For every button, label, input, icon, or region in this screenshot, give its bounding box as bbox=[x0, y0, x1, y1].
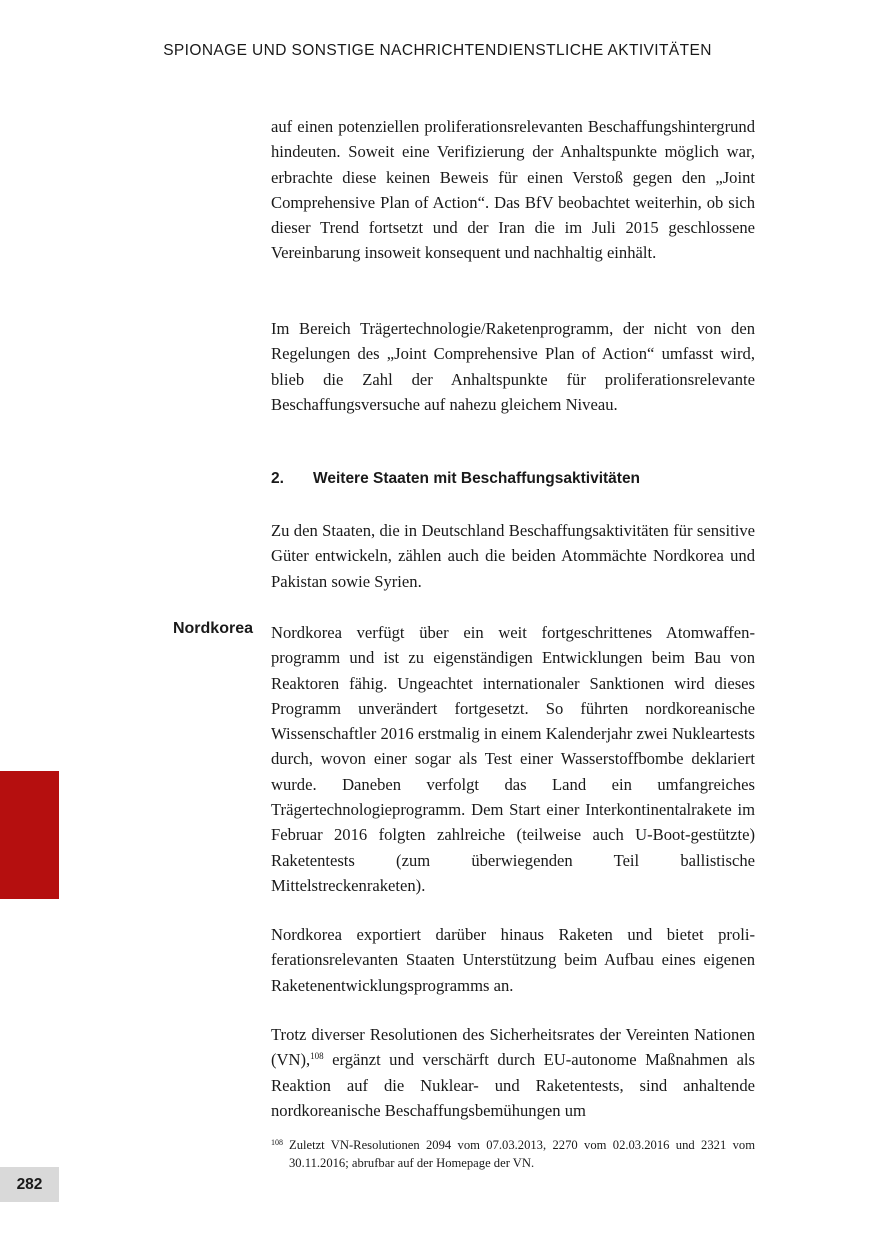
paragraph-text bbox=[271, 1022, 755, 1123]
paragraph-text: Nordkorea exportiert darüber hinaus Raketen und bietet proliferationsrelevanten Staaten Unterstützung beim Aufbau eines eigenen Raketenentwicklungsprogramms an. bbox=[271, 925, 755, 995]
paragraph-text: auf einen potenziellen proliferationsrelevanten Beschaffungshintergrund hindeuten. Soweit eine Verifizierung der Anhaltspunkte möglich war, erbrachte diese keinen Beweis für einen Verstoß gegen den „Joint Comprehensive Plan of Action“. Das BfV beobachtet weiterhin, ob sich dieser Trend fortsetzt und der Iran die im Juli 2015 geschlossene Vereinbarung insoweit konsequent und nachhaltig einhält. bbox=[271, 117, 755, 263]
section-heading bbox=[271, 470, 640, 488]
footnote-number: 108 bbox=[271, 1138, 283, 1147]
paragraph-text-start: Trotz diverser Resolutionen des Sicherheitsrates der Vereinten Nationen (VN), bbox=[271, 1025, 755, 1070]
chapter-marker-bar bbox=[0, 771, 59, 899]
page-number: 282 bbox=[0, 1167, 59, 1202]
paragraph-text: Im Bereich Trägertechnologie/Raketenprogramm, der nicht von den Regelungen des „Joint Comprehensive Plan of Action“ umfasst wird, blieb die Zahl der Anhaltspunkte für proliferationsrelevante Beschaffungsversuche auf nahezu gleichem Niveau. bbox=[271, 319, 755, 414]
paragraph-text-end: ergänzt und verschärft durch EU-autonome Maßnahmen als Reaktion auf die Nuklear- und Raketentests, sind anhaltende nordkoreanische Beschaffungsbemühungen um bbox=[271, 1050, 755, 1120]
running-header: SPIONAGE UND SONSTIGE NACHRICHTENDIENSTLICHE AKTIVITÄTEN bbox=[163, 42, 712, 59]
section-title: Weitere Staaten mit Beschaffungsaktivitäten bbox=[313, 470, 641, 487]
section-number: 2. bbox=[271, 470, 284, 487]
paragraph-nordkorea-sanctions bbox=[271, 1022, 755, 1123]
paragraph-nordkorea-program bbox=[271, 620, 755, 898]
paragraph-iran-missile-program bbox=[271, 316, 755, 417]
paragraph-iran-verification bbox=[271, 114, 755, 266]
footnote bbox=[271, 1136, 755, 1172]
paragraph-other-states bbox=[271, 518, 755, 594]
margin-label-nordkorea: Nordkorea bbox=[172, 620, 253, 637]
paragraph-nordkorea-exports bbox=[271, 922, 755, 998]
footnote-text: Zuletzt VN-Resolutionen 2094 vom 07.03.2013, 2270 vom 02.03.2016 und 2321 vom 30.11.2016; abrufbar auf der Homepage der VN. bbox=[289, 1138, 755, 1170]
footnote-reference[interactable]: 108 bbox=[310, 1051, 324, 1062]
paragraph-text: Nordkorea verfügt über ein weit fortgeschrittenes Atomwaffenprogramm und ist zu eigenständigen Entwicklungen beim Bau von Reaktoren fähig. Ungeachtet internationaler Sanktionen wird dieses Programm unverändert fortgesetzt. So führten nordkoreanische Wissenschaftler 2016 erstmalig in einem Kalenderjahr zwei Nukleartests durch, wovon einer sogar als Test einer Wasserstoffbombe deklariert wurde. Daneben verfolgt das Land ein umfangreiches Trägertechnologieprogramm. Dem Start einer Interkontinentalrakete im Februar 2016 folgten zahlreiche (teilweise auch U-Boot-gestützte) Raketentests (zum überwiegenden Teil ballistische Mittelstreckenraketen). bbox=[271, 623, 755, 895]
paragraph-text: Zu den Staaten, die in Deutschland Beschaffungsaktivitäten für sensitive Güter entwickeln, zählen auch die beiden Atommächte Nordkorea und Pakistan sowie Syrien. bbox=[271, 521, 755, 591]
